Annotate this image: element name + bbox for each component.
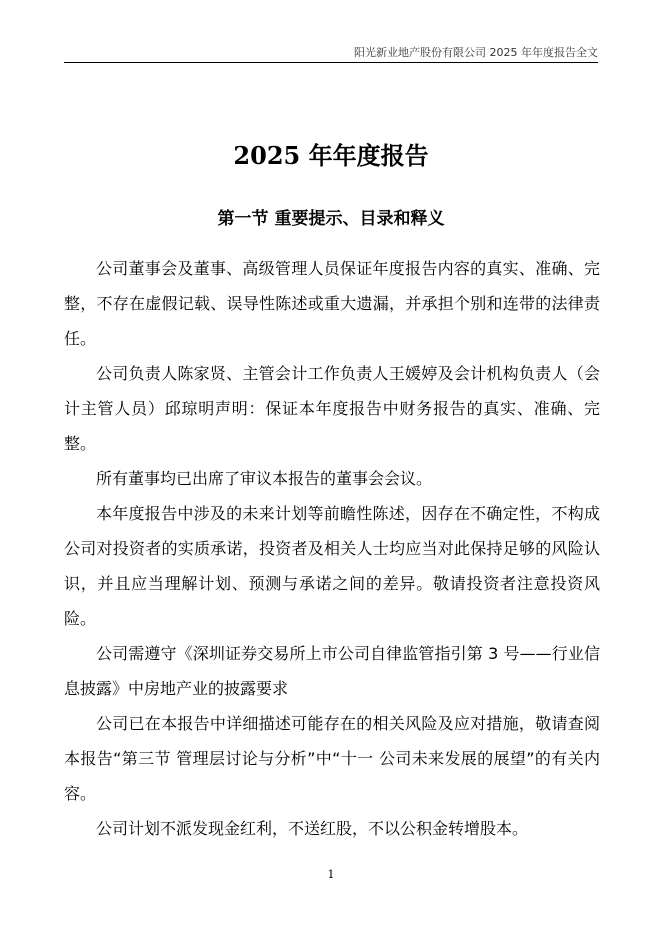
paragraph-responsible-persons: 公司负责人陈家贤、主管会计工作负责人王媛婷及会计机构负责人（会计主管人员）邱琼明声明：保证本年度报告中财务报告的真实、准确、完整。 bbox=[64, 364, 600, 453]
paragraph-dividend-plan: 公司计划不派发现金红利，不送红股，不以公积金转增股本。 bbox=[96, 819, 529, 838]
header-divider bbox=[64, 62, 598, 63]
page-number: 1 bbox=[327, 868, 335, 881]
section-title: 第一节 重要提示、目录和释义 bbox=[217, 209, 445, 229]
body-text bbox=[64, 251, 600, 846]
paragraph-risk-reference: 公司已在本报告中详细描述可能存在的相关风险及应对措施，敬请查阅本报告“第三节 管理层讨论与分析”中“十一 公司未来发展的展望”的有关内容。 bbox=[64, 714, 600, 803]
running-header: 阳光新业地产股份有限公司 2025 年年度报告全文 bbox=[354, 46, 598, 59]
paragraph-board-attendance: 所有董事均已出席了审议本报告的董事会会议。 bbox=[96, 469, 433, 488]
paragraph-director-guarantee: 公司董事会及董事、高级管理人员保证年度报告内容的真实、准确、完整，不存在虚假记载、误导性陈述或重大遗漏，并承担个别和连带的法律责任。 bbox=[64, 259, 600, 348]
paragraph-disclosure-guideline: 公司需遵守《深圳证券交易所上市公司自律监管指引第 3 号——行业信息披露》中房地产业的披露要求 bbox=[64, 644, 600, 698]
paragraph-forward-looking: 本年度报告中涉及的未来计划等前瞻性陈述，因存在不确定性，不构成公司对投资者的实质承诺，投资者及相关人士均应当对此保持足够的风险认识，并且应当理解计划、预测与承诺之间的差异。敬请投资者注意投资风险。 bbox=[64, 504, 600, 628]
report-title: 2025 年年度报告 bbox=[233, 141, 429, 170]
